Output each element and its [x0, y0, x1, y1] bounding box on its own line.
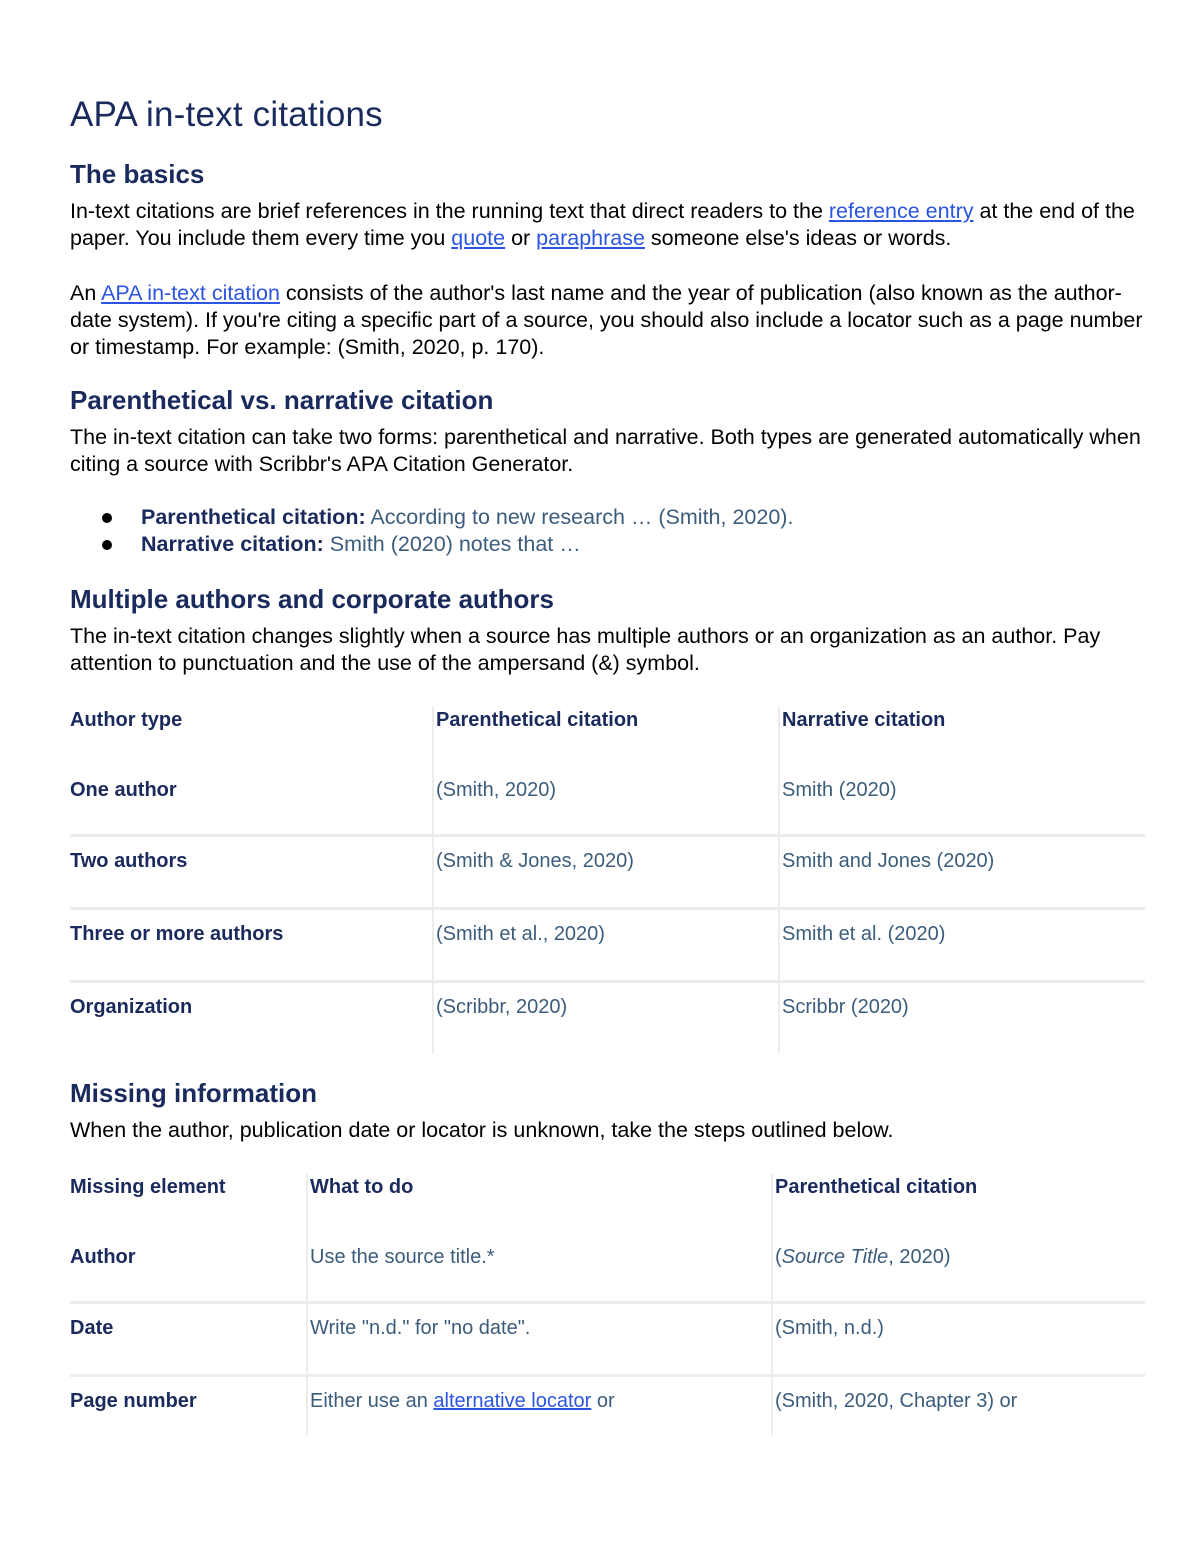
bullet-label: Parenthetical citation: — [141, 505, 366, 529]
table-header-row — [70, 707, 1145, 777]
bullet-icon — [102, 513, 112, 523]
table-cell: Date — [70, 1302, 307, 1375]
table-header-row — [70, 1174, 1145, 1244]
quote-link[interactable]: quote — [451, 226, 506, 250]
table-cell: (Smith et al., 2020) — [433, 908, 779, 981]
table-cell — [307, 1375, 772, 1435]
multiple-authors-intro: The in-text citation changes slightly when a source has multiple authors or an organization as an author. Pay attention to punctuation and the use of the ampersand (&) symbol. — [70, 624, 1101, 675]
citation-forms-list — [70, 504, 1145, 558]
basics-p2-text-1: An — [70, 281, 102, 305]
table-row — [70, 1244, 1145, 1302]
table-header-cell: Parenthetical citation — [772, 1174, 1145, 1244]
basics-paragraph-2 — [70, 280, 1145, 361]
section-heading-parenthetical: Parenthetical vs. narrative citation — [70, 385, 494, 415]
table-header-cell: Narrative citation — [779, 707, 1145, 777]
todo-text-post: or — [591, 1389, 615, 1412]
citation-close: , 2020) — [888, 1246, 951, 1268]
bullet-example: According to new research … (Smith, 2020). — [365, 505, 794, 529]
table-cell: Use the source title.* — [307, 1244, 772, 1302]
basics-paragraph-1 — [70, 198, 1145, 252]
citation-source-title: Source Title — [781, 1246, 889, 1268]
table-cell: Write "n.d." for "no date". — [307, 1302, 772, 1375]
table-cell: (Smith & Jones, 2020) — [433, 835, 779, 908]
table-cell: (Smith, 2020) — [433, 777, 779, 835]
missing-information-intro: When the author, publication date or locator is unknown, take the steps outlined below. — [70, 1118, 894, 1142]
list-item — [70, 504, 1145, 531]
table-cell: (Scribbr, 2020) — [433, 981, 779, 1053]
table-cell: One author — [70, 779, 177, 801]
table-row — [70, 981, 1145, 1053]
table-cell: Page number — [70, 1375, 307, 1435]
basics-p1-text-4: someone else's ideas or words. — [644, 226, 952, 250]
parenthetical-intro: The in-text citation can take two forms: parenthetical and narrative. Both types are generated automatically when citing a source with Scribbr's APA Citation Generator. — [70, 425, 1141, 476]
paraphrase-link[interactable]: paraphrase — [536, 226, 645, 250]
table-cell — [772, 1244, 1145, 1302]
list-item — [70, 531, 1145, 558]
table-cell: (Smith, 2020, Chapter 3) or — [772, 1375, 1145, 1435]
table-header-cell: Missing element — [70, 1176, 226, 1198]
section-heading-missing-information: Missing information — [70, 1078, 317, 1108]
missing-information-table — [70, 1174, 1145, 1435]
basics-p1-text-1: In-text citations are brief references in the running text that direct readers to the — [70, 199, 829, 223]
table-row — [70, 1302, 1145, 1375]
author-types-table — [70, 707, 1145, 1053]
document-page — [70, 92, 1145, 1435]
table-header-cell: What to do — [307, 1174, 772, 1244]
citation-open: ( — [775, 1246, 782, 1268]
table-cell: Smith et al. (2020) — [779, 908, 1145, 981]
table-cell: (Smith, n.d.) — [772, 1302, 1145, 1375]
section-heading-basics: The basics — [70, 159, 205, 189]
apa-in-text-citation-link[interactable]: APA in-text citation — [101, 281, 280, 305]
alternative-locator-link[interactable]: alternative locator — [433, 1389, 592, 1412]
page-title: APA in-text citations — [70, 95, 383, 134]
todo-text-pre: Either use an — [310, 1389, 434, 1412]
basics-p2-text-2: consists of the author's last name and the year of publication (also known as the author-date system). If you're citing a specific part of a source, you should also include a locator such as a page number or timestamp. For example: (Smith, 2020, p. 170). — [70, 281, 1143, 359]
table-cell: Two authors — [70, 835, 433, 908]
table-row — [70, 777, 1145, 835]
basics-p1-text-3: or — [505, 226, 537, 250]
table-cell: Organization — [70, 981, 433, 1053]
table-cell: Scribbr (2020) — [779, 981, 1145, 1053]
table-cell: Author — [70, 1246, 136, 1268]
bullet-label: Narrative citation: — [141, 532, 324, 556]
table-cell: Smith (2020) — [779, 777, 1145, 835]
table-header-cell: Parenthetical citation — [433, 707, 779, 777]
section-heading-multiple-authors: Multiple authors and corporate authors — [70, 584, 554, 614]
table-header-cell: Author type — [70, 709, 183, 731]
reference-entry-link[interactable]: reference entry — [828, 199, 974, 223]
table-cell: Three or more authors — [70, 908, 433, 981]
table-cell: Smith and Jones (2020) — [779, 835, 1145, 908]
bullet-example: Smith (2020) notes that … — [323, 532, 581, 556]
basics-p1-text-2: at the end of the paper. You include them every time you — [70, 199, 1135, 250]
bullet-icon — [102, 540, 112, 550]
table-row — [70, 908, 1145, 981]
table-row — [70, 1375, 1145, 1435]
table-row — [70, 835, 1145, 908]
